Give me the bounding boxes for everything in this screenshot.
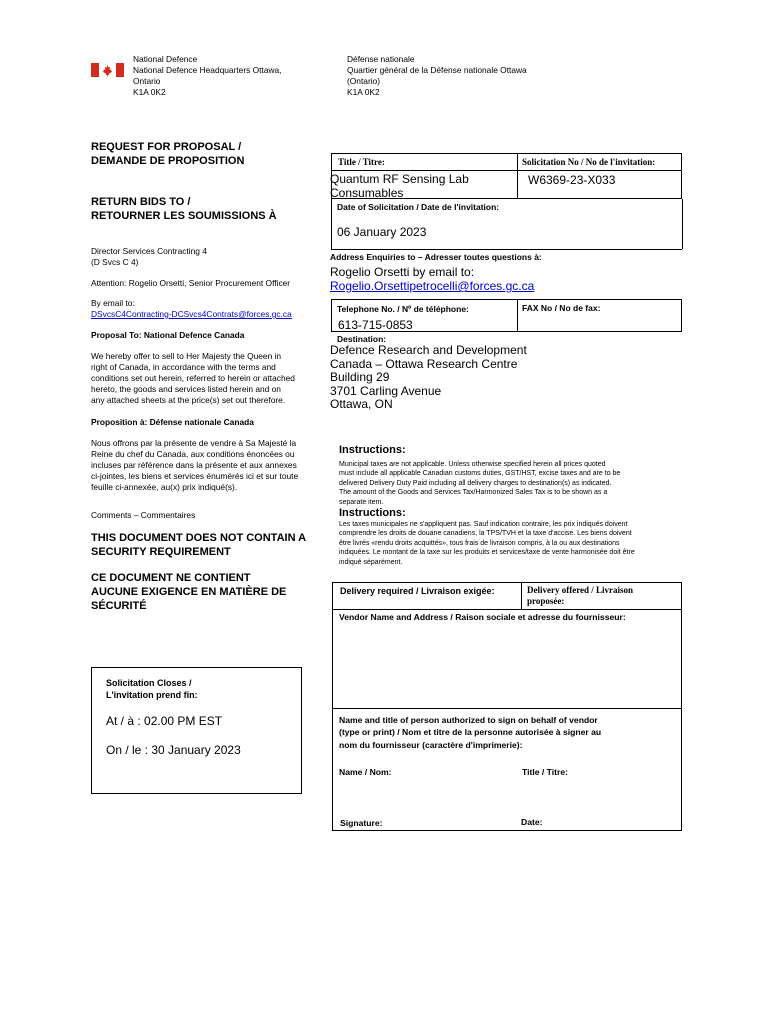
rfp-heading [91, 140, 244, 168]
title-value-line: Quantum RF Sensing Lab [330, 172, 469, 186]
by-email-label: By email to: [91, 298, 135, 308]
header-fr-line: K1A 0K2 [347, 87, 380, 97]
offer-en-line: We hereby offer to sell to Her Majesty the Queen in [91, 351, 282, 361]
enquiries-email-link[interactable]: Rogelio.Orsettipetrocelli@forces.gc.ca [330, 279, 535, 293]
destination-line: 3701 Carling Avenue [330, 383, 442, 398]
instructions-fr-text [339, 520, 635, 567]
address-enquiries-label: Address Enquiries to – Adresser toutes questions à: [330, 252, 542, 262]
closes-label [106, 677, 198, 701]
instructions-en-line: Municipal taxes are not applicable. Unless otherwise specified herein all prices quoted [339, 461, 606, 468]
offer-fr-line: ci-jointes, les biens et services énumérés ici et sur toute [91, 471, 299, 481]
delivery-offered-label [527, 585, 633, 607]
offer-fr-line: incluses par référence dans la présente et aux annexes [91, 460, 297, 470]
security-en-line: THIS DOCUMENT DOES NOT CONTAIN A [91, 532, 307, 544]
destination-line: Ottawa, ON [330, 397, 393, 412]
offer-en-text [91, 351, 295, 406]
header-en-line: K1A 0K2 [133, 87, 166, 97]
header-fr-line: Quartier général de la Défense nationale Ottawa [347, 65, 527, 75]
closes-label-line: Solicitation Closes / [106, 678, 192, 688]
date-of-solicitation-label: Date of Solicitation / Date de l'invitation: [337, 202, 500, 212]
closes-date: On / le : 30 January 2023 [106, 743, 241, 757]
destination-line: Defence Research and Development [330, 343, 527, 357]
instructions-en-line: must include all applicable Canadian customs duties, GST/HST, excise taxes and are to be [339, 470, 621, 478]
security-fr-heading [91, 571, 286, 613]
director-info [91, 246, 207, 268]
rfp-line: DEMANDE DE PROPOSITION [91, 155, 245, 167]
security-fr-line: CE DOCUMENT NE CONTIENT [91, 572, 251, 584]
vendor-name-label: Vendor Name and Address / Raison sociale et adresse du fournisseur: [339, 612, 626, 622]
return-bids-line: RETOURNER LES SOUMISSIONS À [91, 210, 277, 222]
delivery-offered-line: proposée: [527, 596, 565, 606]
closes-time: At / à : 02.00 PM EST [106, 714, 223, 728]
signature-label: Signature: [340, 818, 383, 828]
destination-label: Destination: [337, 334, 387, 344]
offer-fr-text [91, 438, 298, 493]
title-label-signer: Title / Titre: [522, 767, 569, 777]
comments-label: Comments – Commentaires [91, 510, 196, 520]
authorized-line: nom du fournisseur (caractère d'imprimerie): [339, 739, 523, 750]
title-label: Title / Titre: [338, 157, 385, 167]
instructions-en-text [339, 460, 620, 507]
authorized-line: Name and title of person authorized to sign on behalf of vendor [339, 715, 598, 725]
destination-line: Canada – Ottawa Research Centre [330, 356, 518, 371]
vendor-name-field[interactable] [334, 626, 680, 706]
instructions-fr-line: comprendre les droits de douane canadiens, la TPS/TVH et la taxe d'accise. Les biens doivent [339, 530, 632, 538]
return-bids-heading [91, 195, 277, 223]
offer-fr-line: feuille ci-annexée, au(x) prix indiqué(s). [91, 482, 238, 492]
fax-label: FAX No / No de fax: [522, 303, 601, 313]
header-fr-line: (Ontario) [347, 76, 381, 86]
offer-en-line: any attached sheets at the price(s) set out therefore. [91, 395, 286, 405]
director-line: Director Services Contracting 4 [91, 246, 207, 256]
security-fr-line: AUCUNE EXIGENCE EN MATIÈRE DE [91, 586, 287, 598]
authorized-line: (type or print) / Nom et titre de la personne autorisée à signer au [339, 727, 602, 738]
instructions-en-line: The amount of the Goods and Services Tax/Harmonized Sales Tax is to be shown as a [339, 489, 608, 497]
header-en-line: Ontario [133, 76, 161, 86]
destination-value [330, 344, 527, 412]
proposal-to-label: Proposal To: National Defence Canada [91, 330, 245, 340]
offer-en-line: right of Canada, in accordance with the terms and [91, 362, 276, 372]
header-en [133, 54, 282, 98]
solicitation-no-value: W6369-23-X033 [528, 173, 616, 187]
telephone-label: Telephone No. / Nº de téléphone: [337, 304, 469, 314]
date-of-solicitation-value: 06 January 2023 [337, 225, 427, 239]
instructions-fr-line: Les taxes municipales ne s'appliquent pas. Sauf indication contraire, les prix indiqués doivent [339, 521, 628, 528]
offer-en-line: hereto, the goods and services listed herein and on [91, 384, 281, 394]
authorized-person-label [339, 714, 601, 751]
header-en-line: National Defence Headquarters Ottawa, [133, 65, 282, 75]
header-fr [347, 54, 527, 98]
telephone-value: 613-715-0853 [338, 318, 413, 332]
return-bids-line: RETURN BIDS TO / [91, 196, 191, 208]
instructions-fr-line: indiquées. Le montant de la taxe sur les produits et services/taxe de vente harmonisée doit être [339, 549, 635, 557]
instructions-en-line: separate item. [339, 498, 384, 506]
security-en-line: SECURITY REQUIREMENT [91, 546, 231, 558]
instructions-fr-line: être livrés «rendu droits acquittés», tous frais de livraison compris, à la ou aux destinations [339, 539, 620, 547]
destination-line: Building 29 [330, 370, 390, 385]
header-fr-line: Défense nationale [347, 54, 415, 64]
solicitation-no-label: Solicitation No / No de l'invitation: [522, 157, 656, 167]
header-en-line: National Defence [133, 54, 198, 64]
instructions-en-title: Instructions: [339, 444, 406, 456]
offer-fr-line: Reine du chef du Canada, aux conditions énoncées ou [91, 449, 295, 459]
address-enquiries-value: Rogelio Orsetti by email to: [330, 265, 475, 279]
instructions-fr-title: Instructions: [339, 507, 406, 519]
attention-text: Attention: Rogelio Orsetti, Senior Procurement Officer [91, 278, 291, 288]
canada-flag-icon [91, 63, 124, 77]
contracting-email-link[interactable]: DSvcsC4Contracting-DCSvcs4Contrats@forces.gc.ca [91, 309, 292, 319]
security-fr-line: SÉCURITÉ [91, 600, 147, 612]
rfp-line: REQUEST FOR PROPOSAL / [91, 141, 242, 153]
title-value [330, 172, 469, 200]
date-label-signer: Date: [521, 817, 543, 827]
closes-label-line: L'invitation prend fin: [106, 690, 198, 700]
security-en-heading [91, 531, 306, 559]
instructions-fr-line: indiqué séparément. [339, 558, 403, 566]
delivery-required-label: Delivery required / Livraison exigée: [340, 586, 495, 596]
instructions-en-line: delivered Delivery Duty Paid including all delivery charges to destination(s) as indicated. [339, 479, 612, 487]
title-value-line: Consumables [330, 186, 404, 200]
offer-fr-line: Nous offrons par la présente de vendre à Sa Majesté la [91, 438, 297, 448]
name-label: Name / Nom: [339, 767, 392, 777]
director-line: (D Svcs C 4) [91, 257, 139, 267]
offer-en-line: conditions set out herein, referred to herein or attached [91, 373, 295, 383]
delivery-offered-line: Delivery offered / Livraison [527, 585, 634, 595]
proposition-label: Proposition à: Défense nationale Canada [91, 417, 254, 427]
